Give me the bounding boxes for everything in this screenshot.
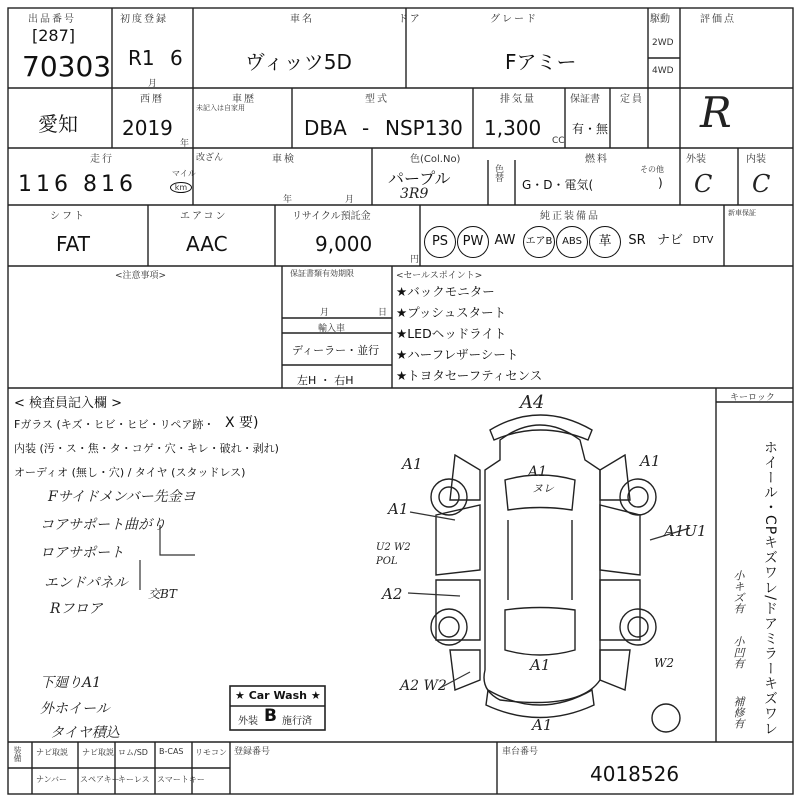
mark-left-top: A1 xyxy=(402,455,423,473)
warranty-label: 保証書 xyxy=(570,94,600,105)
model-code: NSP130 xyxy=(385,116,463,140)
note-tire: タイヤ積込 xyxy=(50,725,120,741)
footer-item-7: スペアキー xyxy=(80,775,120,784)
first-reg-era: R1 xyxy=(128,46,155,70)
vehicle-history-label: 車歴 xyxy=(232,94,256,105)
equipment-item-6: SR xyxy=(628,233,646,248)
fuel-other: その他 xyxy=(640,165,664,174)
fuel-close: ) xyxy=(658,176,663,190)
note-1: Fサイドメンバー先金ヨ xyxy=(48,489,196,505)
color-label: 色(Col.No) xyxy=(410,154,461,165)
grade-label: グレード xyxy=(490,14,538,25)
interior-label: 内装 xyxy=(746,154,766,165)
change-label: 改ざん xyxy=(196,153,224,163)
note-2: コアサポート曲がり xyxy=(40,517,166,533)
recycle-unit: 円 xyxy=(410,255,420,265)
footer-item-1: ナビ取説 xyxy=(36,748,68,757)
footer-item-5: リモコン xyxy=(195,748,227,757)
fuel-label: 燃料 xyxy=(585,154,609,165)
import-type: ディーラー・並行 xyxy=(292,344,380,357)
lot-code: [287] xyxy=(32,26,76,45)
lot-number: 70303 xyxy=(22,50,112,83)
warranty-month: 月 xyxy=(320,308,330,318)
car-wash-suffix: 施行済 xyxy=(282,716,312,727)
inspection-label: 車検 xyxy=(272,154,296,165)
footer-equip-label: 装備 xyxy=(13,746,22,762)
inspection-line-glass-end: X 要) xyxy=(225,415,259,431)
warranty-records-label: 保証書類有効期限 xyxy=(290,269,354,278)
side-small-1: 小キズ有 xyxy=(732,570,745,614)
region: 愛知 xyxy=(38,112,78,136)
mark-center-sub: ヌレ xyxy=(532,482,554,495)
note-wheel: 外ホイール xyxy=(40,701,110,717)
vehicle-history-note: 未記入は自家用 xyxy=(196,104,245,112)
sales-point-2: ★LEDヘッドライト xyxy=(396,326,507,341)
mark-pol: POL xyxy=(376,556,398,567)
model-prefix: DBA xyxy=(304,116,347,140)
chassis-number: 4018526 xyxy=(590,762,680,786)
first-reg-label: 初度登録 xyxy=(120,14,168,25)
sales-points xyxy=(396,282,542,387)
year: 2019 xyxy=(122,116,173,140)
mark-top: A4 xyxy=(520,392,545,413)
equipment-item-4: ABS xyxy=(556,226,588,258)
car-wash-title: ★ Car Wash ★ xyxy=(235,689,321,702)
equipment-item-3: エアB xyxy=(523,226,555,258)
key-lock-label: キーロック xyxy=(730,393,775,403)
footer-item-8: キーレス xyxy=(118,775,150,784)
inspection-line-glass: Fガラス (キズ・ヒビ・ヒビ・リペア跡・ xyxy=(14,418,215,431)
registration-label: 登録番号 xyxy=(234,747,271,757)
car-wash-grade: B xyxy=(264,706,277,726)
drive-4wd: 4WD xyxy=(652,66,674,76)
note-5: Rフロア xyxy=(50,601,103,617)
handle-side: 左H ・ 右H xyxy=(297,374,354,387)
equipment-item-1: PW xyxy=(457,226,489,258)
door-label: ドア xyxy=(398,14,422,25)
cc-unit: CC xyxy=(552,136,565,146)
new-car-warranty: 新車保証 xyxy=(728,209,756,217)
inspection-line-interior: 内装 (汚・ス・焦・タ・コゲ・穴・キレ・破れ・剥れ) xyxy=(14,442,279,455)
recycle-label: リサイクル預託金 xyxy=(292,211,371,222)
chassis-label: 車台番号 xyxy=(502,747,539,757)
inspection-line-audio: オーディオ (無し・穴) / タイヤ (スタッドレス) xyxy=(14,466,246,479)
drive-label: 駆動 xyxy=(650,14,670,25)
mark-center: A1 xyxy=(528,464,548,480)
mark-bottom: A1 xyxy=(530,656,551,674)
warranty-value: 有・無 xyxy=(572,122,609,136)
mileage-unit-mile: マイル xyxy=(172,169,196,178)
mark-rear: A1 xyxy=(532,716,553,734)
footer-item-3: ロム/SD xyxy=(118,748,148,757)
sales-point-4: ★トヨタセーフティセンス xyxy=(396,368,543,383)
interior: C xyxy=(752,170,771,198)
import-label: 輸入車 xyxy=(318,324,346,334)
cc-label: 排気量 xyxy=(500,94,536,105)
warranty-day: 日 xyxy=(378,308,388,318)
car-name: ヴィッツ5D xyxy=(245,50,352,74)
footer-item-6: ナンバー xyxy=(36,775,68,784)
mileage: 116 816 xyxy=(18,172,137,197)
model-label: 型式 xyxy=(365,94,389,105)
equipment-item-2: AW xyxy=(494,233,516,248)
equipment-item-5: 革 xyxy=(589,226,621,258)
fuel-options: G・D・電気( xyxy=(522,178,594,192)
recycle: 9,000 xyxy=(315,232,373,256)
side-small-2: 小凹有 xyxy=(732,636,745,669)
exterior-label: 外装 xyxy=(686,154,706,165)
inspection-month: 月 xyxy=(345,195,355,205)
mark-u2w2: U2 W2 xyxy=(376,542,411,553)
equipment-item-7: ナビ xyxy=(656,233,683,248)
score: R xyxy=(700,88,732,137)
ac-label: エアコン xyxy=(180,211,228,222)
mark-a2w2: A2 W2 xyxy=(400,678,447,694)
sales-point-1: ★プッシュスタート xyxy=(396,305,507,320)
grade: Fアミー xyxy=(505,50,577,74)
shift: FAT xyxy=(56,232,91,256)
footer-item-2: ナビ取説 xyxy=(82,748,114,757)
exterior: C xyxy=(694,170,713,198)
wheels xyxy=(431,479,680,732)
mark-w2: W2 xyxy=(654,656,674,670)
mark-right-side: A1U1 xyxy=(664,522,707,540)
footer-item-9: スマートキー xyxy=(157,775,205,784)
caution-label: <注意事項> xyxy=(115,271,167,281)
mileage-unit-km: km xyxy=(170,182,192,193)
note-6: 交BT xyxy=(148,587,177,601)
ac: AAC xyxy=(186,232,228,256)
model-dash: - xyxy=(362,116,370,140)
inspection-title: < 検査員記入欄 > xyxy=(14,396,123,411)
mileage-label: 走行 xyxy=(90,154,114,165)
equipment-label: 純正装備品 xyxy=(540,211,600,222)
note-4: エンドパネル xyxy=(44,575,128,591)
side-small-3: 補修有 xyxy=(732,696,745,729)
sales-label: <セールスポイント> xyxy=(396,271,483,281)
mark-a2-left: A2 xyxy=(382,585,403,603)
color-no: 3R9 xyxy=(400,186,429,202)
car-name-label: 車名 xyxy=(290,14,314,25)
shift-label: シフト xyxy=(50,211,86,222)
cc-value: 1,300 xyxy=(484,116,542,140)
first-reg-month-unit: 月 xyxy=(148,79,158,89)
color-change-label: 色替 xyxy=(493,164,503,182)
equipment-item-0: PS xyxy=(424,226,456,258)
sales-point-0: ★バックモニター xyxy=(396,284,495,299)
mark-right-top: A1 xyxy=(640,452,661,470)
sales-point-3: ★ハーフレザーシート xyxy=(396,347,519,362)
score-label: 評価点 xyxy=(700,14,736,25)
footer-item-4: B-CAS xyxy=(159,747,184,756)
capacity-label: 定員 xyxy=(620,94,644,105)
year-unit: 年 xyxy=(180,139,190,149)
equipment-item-8: DTV xyxy=(692,235,714,246)
year-label: 西暦 xyxy=(140,94,164,105)
exhibit-no-label: 出品番号 xyxy=(28,14,76,25)
first-reg-month: 6 xyxy=(170,46,183,70)
car-wash-prefix: 外装 xyxy=(238,716,258,727)
note-underbody: 下廻りA1 xyxy=(40,675,102,691)
note-3: ロアサポート xyxy=(40,545,124,561)
color: パープル xyxy=(388,169,451,188)
side-damage-text: ホイール・CPキズワレ/ドアミラーキズワレ xyxy=(762,440,778,736)
mark-left-mid: A1 xyxy=(388,500,409,518)
inspection-year: 年 xyxy=(283,195,293,205)
drive-2wd: 2WD xyxy=(652,38,674,48)
